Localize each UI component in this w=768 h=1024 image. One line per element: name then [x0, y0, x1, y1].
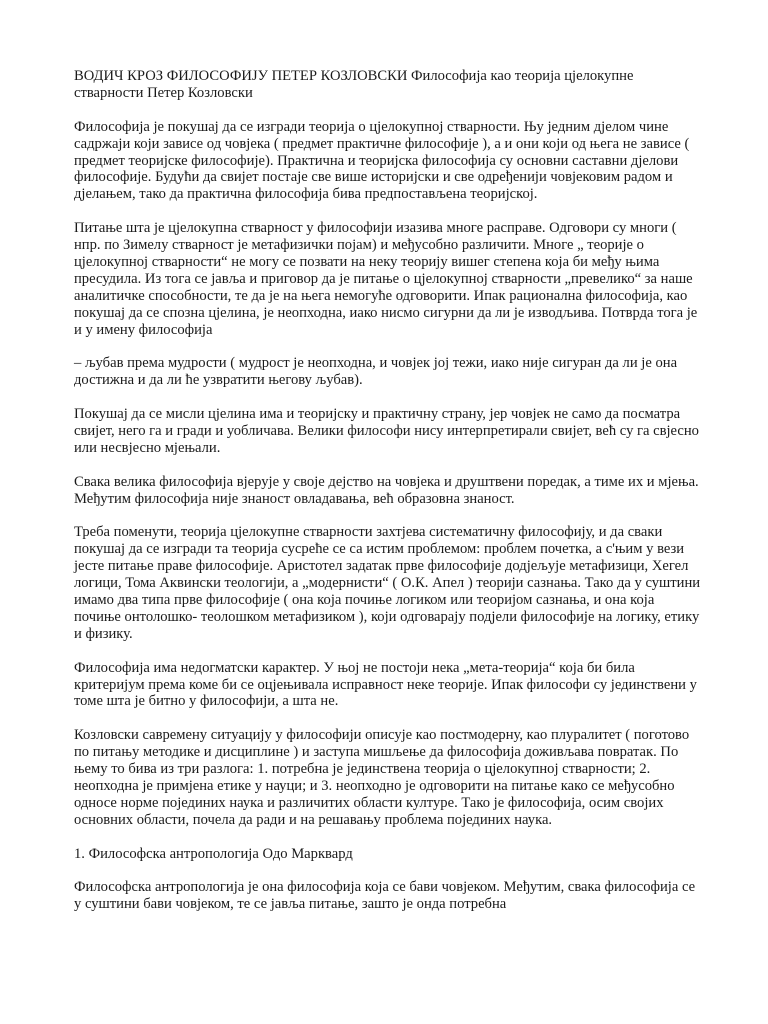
paragraph-10: Философска антропологија је она философија која се бави човјеком. Међутим, свака философија се у суштини бави човјеком, те се јавља питање, зашто је онда потребна	[74, 879, 696, 913]
paragraph-5: Свака велика философија вјерује у своје дејство на човјека и друштвени поредак, а тиме их и мјења. Међутим философија није знаност овладавања, већ образовна знаност.	[74, 473, 699, 507]
paragraph-3: – љубав према мудрости ( мудрост је неопходна, и човјек јој тежи, иако није сигуран да ли је она достижна и да ли ће узвратити његову љубав).	[74, 355, 678, 389]
document-heading: ВОДИЧ КРОЗ ФИЛОСОФИЈУ ПЕТЕР КОЗЛОВСКИ Философија као теорија цјелокупне стварности Петер Козловски	[74, 68, 634, 101]
section-heading: 1. Философска антропологија Одо Марквард	[74, 845, 353, 862]
paragraph-2: Питање шта је цјелокупна стварност у философији изазива многе расправе. Одговори су многи ( нпр. по Зимелу стварност је метафизички појам) и међусобно различити. Многе „ теорије о цјелокупној стварности“ не могу се позвати на неку теорију вишег степена која би међу њима пресудила. Из тога се јавља и приговор да је питање о цјелокупној стварности „превелико“ за наше аналитичке способности, те да је на њега немогуће одговорити. Ипак рационална философија, као покушај да се спозна цјелина, је неопходна, иако нисмо сигурни да ли је изводљива. Потврда тога је и у имену философија	[74, 220, 698, 338]
paragraph-8: Козловски савремену ситуацију у философији описује као постмодерну, као плуралитет ( поготово по питању методике и дисциплине ) и заступа мишљење да философија доживљава повратак. По њему то бива из три разлога: 1. потребна је јединствена теорија о цјелокупној стварности; 2. неопходна је примјена етике у науци; и 3. неопходно је одговорити на питање како се међусобно односе норме појединих наука и различитих области културе. Тако је философија, осим својих основних области, почела да ради и на решавању проблема појединих наука.	[74, 727, 690, 828]
paragraph-7: Философија има недогматски карактер. У њој не постоји нека „мета-теорија“ која би била критеријум према коме би се оцјењивала исправност неке теорије. Ипак философи су јединствени у томе шта је битно у философији, а шта не.	[74, 659, 697, 710]
paragraph-4: Покушај да се мисли цјелина има и теоријску и практичну страну, јер човјек не само да посматра свијет, него га и гради и уобличава. Велики философи нису интерпретирали свијет, већ су га свјесно или несвјесно мјењали.	[74, 406, 699, 456]
paragraph-1: Философија је покушај да се изгради теорија о цјелокупној стварности. Њу једним дјелом чине садржаји који зависе од човјека ( предмет практичне философије ), а и они који од њега не зависе ( предмет теоријске философије). Практична и теоријска философија су основни саставни дјелови философије. Будући да свијет постаје све више историјски и све одређенији човјековим радом и дјелањем, тако да практична философија бива предпостављена теоријској.	[74, 118, 690, 203]
paragraph-6: Треба поменути, теорија цјелокупне стварности захтјева систематичну философију, и да сваки покушај да се изгради та теорија сусреће се са истим проблемом: проблем почетка, а с'њим у вези јесте питање праве философије. Аристотел задатак прве философије додјељује метафизици, Хегел логици, Тома Аквински теологији, а „модернисти“ ( О.К. Апел ) теорији сазнања. Тако да у суштини имамо два типа прве философије ( она која почиње логиком или теоријом сазнања, и она која почиње онтолошко- теолошком метафизиком ), који одговарају подјели философије на логику, етику и физику.	[74, 524, 701, 642]
document-page	[74, 68, 704, 930]
